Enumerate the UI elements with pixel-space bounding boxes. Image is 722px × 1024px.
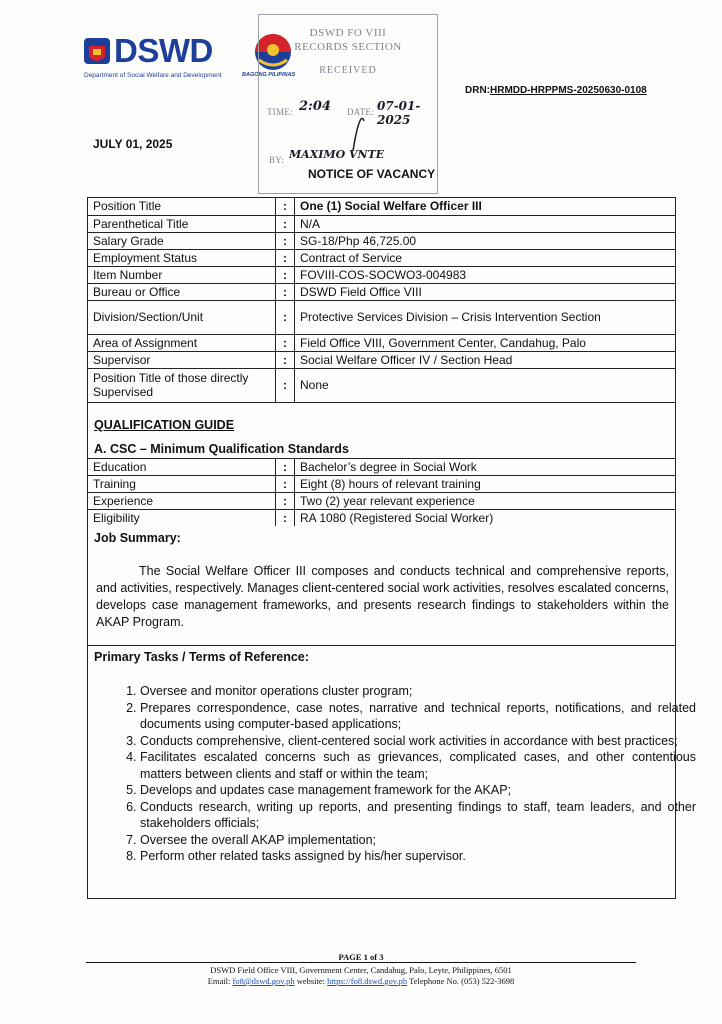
- drn-value: HRMDD-HRPPMS-20250630-0108: [490, 85, 647, 96]
- info-value: None: [295, 368, 676, 402]
- info-value: FOVIII-COS-SOCWO3-004983: [295, 266, 676, 283]
- stamp-date-label: DATE:: [347, 107, 374, 117]
- qualification-value: Bachelor’s degree in Social Work: [295, 459, 676, 476]
- task-item: 8. Perform other related tasks assigned by his/her supervisor.: [140, 848, 696, 865]
- info-colon: :: [276, 215, 295, 232]
- info-label: Position Title of those directly Supervised: [88, 368, 276, 402]
- footer-email-link[interactable]: fo8@dswd.gov.ph: [232, 976, 295, 986]
- task-item: 7. Oversee the overall AKAP implementation;: [140, 832, 696, 849]
- stamp-by-label: BY:: [269, 155, 285, 165]
- dswd-logo: [84, 32, 234, 80]
- document-date: JULY 01, 2025: [93, 137, 173, 151]
- info-value: One (1) Social Welfare Officer III: [295, 198, 676, 215]
- qualification-colon: :: [276, 510, 295, 527]
- info-row: [88, 300, 675, 334]
- task-item: 6. Conducts research, writing up reports, and presenting findings to staff, team leaders, and other stakeholders officials;: [140, 799, 696, 832]
- qualification-value: Two (2) year relevant experience: [295, 493, 676, 510]
- qualification-colon: :: [276, 476, 295, 493]
- info-label: Item Number: [88, 266, 276, 283]
- qualification-colon: :: [276, 493, 295, 510]
- stamp-section: RECORDS SECTION: [294, 41, 402, 53]
- info-label: Employment Status: [88, 249, 276, 266]
- info-label: Division/Section/Unit: [88, 300, 276, 334]
- bagong-pilipinas-text: BAGONG PILIPINAS: [242, 72, 296, 78]
- qualification-label: Eligibility: [88, 510, 276, 527]
- dswd-emblem-icon: [84, 38, 110, 64]
- qualification-row: [88, 459, 675, 476]
- info-colon: :: [276, 334, 295, 351]
- info-value: Field Office VIII, Government Center, Candahug, Palo: [295, 334, 676, 351]
- signature-stroke-icon: [349, 115, 369, 155]
- stamp-signature: MAXIMO VNTE: [289, 148, 385, 161]
- job-summary-text: The Social Welfare Officer III composes and conducts technical and comprehensive reports, and activities, respectively. Manages client-centered social work activities, resolves escalated concerns, develops case management frameworks, and presents research findings to stakeholders within the AKAP Program.: [96, 564, 669, 629]
- task-item: 2. Prepares correspondence, case notes, narrative and technical reports, notifications, and related documents using computer-based applications;: [140, 700, 696, 733]
- info-row: [88, 266, 675, 283]
- section-divider: [88, 645, 675, 646]
- info-colon: :: [276, 300, 295, 334]
- qualification-guide-title: QUALIFICATION GUIDE: [94, 418, 235, 432]
- footer-email-label: Email:: [207, 976, 231, 986]
- stamp-time-label: TIME:: [267, 107, 293, 117]
- stamp-office: DSWD FO VIII: [309, 27, 387, 39]
- drn-label: DRN:: [465, 85, 490, 96]
- info-row: [88, 351, 675, 368]
- qualification-label: Experience: [88, 493, 276, 510]
- info-row: [88, 215, 675, 232]
- qualification-row: [88, 493, 675, 510]
- task-item: 3. Conducts comprehensive, client-centered social work activities in accordance with best practices;: [140, 733, 696, 750]
- primary-tasks-title: Primary Tasks / Terms of Reference:: [94, 650, 309, 664]
- qualification-value: Eight (8) hours of relevant training: [295, 476, 676, 493]
- primary-tasks-list: [114, 683, 696, 865]
- info-colon: :: [276, 283, 295, 300]
- dswd-logo-text: DSWD: [114, 32, 213, 69]
- stamp-time-value: 2:04: [299, 99, 331, 114]
- info-value: Protective Services Division – Crisis Intervention Section: [295, 300, 676, 334]
- info-row: [88, 198, 675, 215]
- info-label: Supervisor: [88, 351, 276, 368]
- footer-divider: [86, 962, 636, 963]
- footer-address: DSWD Field Office VIII, Government Center, Candahug, Palo, Leyte, Philippines, 6501: [210, 965, 512, 975]
- job-summary-title: Job Summary:: [94, 531, 181, 545]
- task-item: 1. Oversee and monitor operations cluster program;: [140, 683, 696, 700]
- task-item: 4. Facilitates escalated concerns such as grievances, complicated cases, and other contentious matters between clients and staff or within the team;: [140, 749, 696, 782]
- info-colon: :: [276, 351, 295, 368]
- position-info-table: [88, 198, 675, 403]
- agency-full-name: Department of Social Welfare and Development: [84, 72, 222, 79]
- info-row: [88, 368, 675, 402]
- info-row: [88, 232, 675, 249]
- stamp-received: RECEIVED: [319, 65, 377, 76]
- qualification-row: [88, 510, 675, 527]
- info-row: [88, 249, 675, 266]
- footer-contact: [0, 976, 722, 986]
- stamp-date-value: 07-01-2025: [377, 99, 421, 127]
- footer-website-link[interactable]: https://fo8.dswd.gov.ph: [327, 976, 408, 986]
- csc-standards-subtitle: A. CSC – Minimum Qualification Standards: [94, 442, 349, 456]
- info-label: Area of Assignment: [88, 334, 276, 351]
- info-label: Bureau or Office: [88, 283, 276, 300]
- qualification-value: RA 1080 (Registered Social Worker): [295, 510, 676, 527]
- info-row: [88, 334, 675, 351]
- page-number: PAGE 1 of 3: [338, 952, 384, 962]
- info-colon: :: [276, 249, 295, 266]
- footer-phone: Telephone No. (053) 522-3698: [409, 976, 515, 986]
- info-colon: :: [276, 368, 295, 402]
- vacancy-content-box: [87, 197, 696, 899]
- qualification-label: Education: [88, 459, 276, 476]
- info-label: Position Title: [88, 198, 276, 215]
- info-colon: :: [276, 232, 295, 249]
- qualification-colon: :: [276, 459, 295, 476]
- footer-website-label: website:: [296, 976, 326, 986]
- info-colon: :: [276, 198, 295, 215]
- info-value: N/A: [295, 215, 676, 232]
- drn-reference: [465, 85, 647, 96]
- qualification-row: [88, 476, 675, 493]
- info-colon: :: [276, 266, 295, 283]
- qualification-table: [88, 458, 675, 526]
- info-label: Parenthetical Title: [88, 215, 276, 232]
- info-label: Salary Grade: [88, 232, 276, 249]
- info-row: [88, 283, 675, 300]
- info-value: SG-18/Php 46,725.00: [295, 232, 676, 249]
- info-value: DSWD Field Office VIII: [295, 283, 676, 300]
- info-value: Contract of Service: [295, 249, 676, 266]
- qualification-label: Training: [88, 476, 276, 493]
- info-value: Social Welfare Officer IV / Section Head: [295, 351, 676, 368]
- page-title: NOTICE OF VACANCY: [308, 167, 436, 181]
- task-item: 5. Develops and updates case management framework for the AKAP;: [140, 782, 696, 799]
